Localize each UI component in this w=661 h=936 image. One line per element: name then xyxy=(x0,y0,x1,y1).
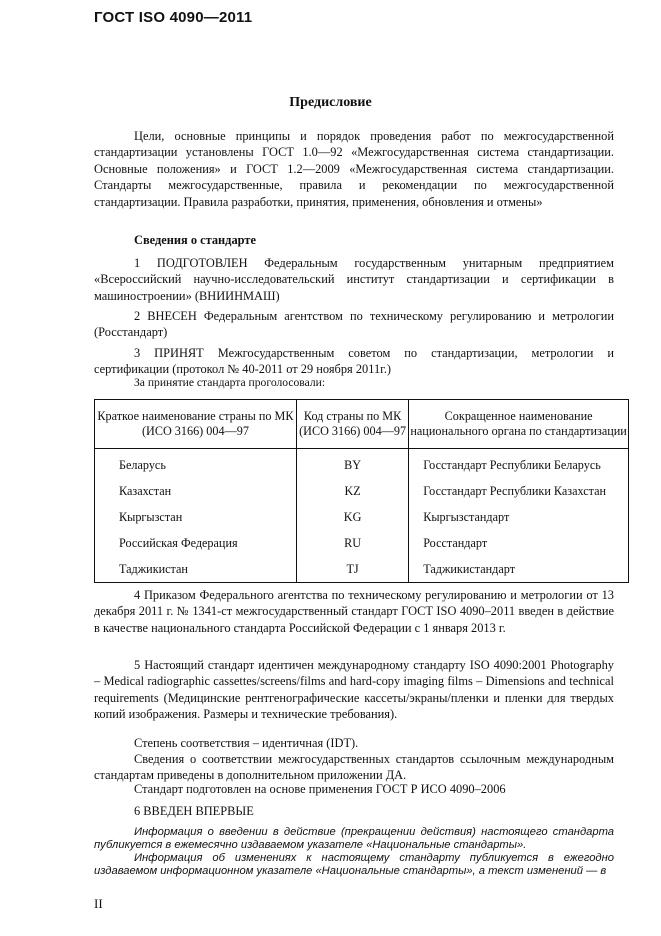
table-cell-country: Кыргызстан xyxy=(119,510,183,524)
table-cell-code: RU xyxy=(344,536,362,550)
table-cell-code: TJ xyxy=(346,562,359,576)
table-cell-body: Госстандарт Республики Беларусь xyxy=(423,458,601,472)
based-on-line: Стандарт подготовлен на основе применения ГОСТ Р ИСО 4090–2006 xyxy=(134,782,506,796)
item-prepared: 1 ПОДГОТОВЛЕН Федеральным государственным унитарным предприятием «Всероссийский научно-исследовательский институт стандартизации и сертификации в машиностроении» (ВНИИНМАШ) xyxy=(94,256,614,303)
page-title: Предисловие xyxy=(289,95,372,110)
table-header-code: Код страны по МК (ИСО 3166) 004—97 xyxy=(296,400,408,449)
table-cell-body: Росстандарт xyxy=(423,536,488,550)
table-cell-country: Беларусь xyxy=(119,458,166,472)
body-column xyxy=(409,449,629,583)
country-column xyxy=(95,449,297,583)
intro-paragraph: Цели, основные принципы и порядок проведения работ по межгосударственной стандартизации установлены ГОСТ 1.0—92 «Межгосударственная система стандартизации. Основные положения» и ГОСТ 1.2—2009 «Межгосударственная система стандартизации. Стандарты межгосударственные, правила и рекомендации по межгосударственной стандартизации. Правила разработки, принятия, применения, обновления и отмены» xyxy=(94,129,614,209)
countries-table xyxy=(94,399,629,583)
table-header-body: Сокращенное наименование национального органа по стандартизации xyxy=(409,400,629,449)
info-paragraph-2: Информация об изменениях к настоящему стандарту публикуется в ежегодно издаваемом информационном указателе «Национальные стандарты», а текст изменений — в xyxy=(94,852,614,877)
item-enacted: 4 Приказом Федерального агентства по техническому регулированию и метрологии от 13 декабря 2011 г. № 1341-ст межгосударственный стандарт ГОСТ ISO 4090–2011 введен в действие в качестве национального стандарта Российской Федерации с 1 января 2013 г. xyxy=(94,588,614,635)
table-header-country: Краткое наименование страны по МК (ИСО 3166) 004—97 xyxy=(95,400,297,449)
table-cell-body: Госстандарт Республики Казахстан xyxy=(423,484,607,498)
page-number: II xyxy=(94,896,103,911)
section-heading: Сведения о стандарте xyxy=(134,233,256,247)
table-cell-country: Российская Федерация xyxy=(119,536,238,550)
code-column xyxy=(296,449,408,583)
item-submitted: 2 ВНЕСЕН Федеральным агентством по техническому регулированию и метрологии (Росстандарт) xyxy=(94,309,614,340)
table-cell-body: Таджикистандарт xyxy=(423,562,516,576)
table-cell-code: KG xyxy=(343,510,362,524)
table-cell-code: KZ xyxy=(344,484,361,498)
vote-line: За принятие стандарта проголосовали: xyxy=(134,376,326,389)
table-cell-code: BY xyxy=(344,458,362,472)
table-cell-body: Кыргызстандарт xyxy=(423,510,510,524)
table-body-row xyxy=(95,449,629,583)
info-paragraph-1: Информация о введении в действие (прекращении действия) настоящего стандарта публикуется в ежемесячно издаваемом указателе «Национальные стандарты». xyxy=(94,826,614,851)
item-adopted: 3 ПРИНЯТ Межгосударственным советом по стандартизации, метрологии и сертификации (протокол № 40-2011 от 29 ноября 2011г.) xyxy=(94,346,614,377)
table-cell-country: Казахстан xyxy=(119,484,172,498)
table-header-row xyxy=(95,400,629,449)
item-introduced: 6 ВВЕДЕН ВПЕРВЫЕ xyxy=(134,804,254,818)
table-cell-country: Таджикистан xyxy=(119,562,188,576)
item-identical: 5 Настоящий стандарт идентичен международному стандарту ISO 4090:2001 Photography – Medical radiographic cassettes/screens/films and hard-copy imaging films – Dimensions and technical requirements (Медицинские рентгенографические кассеты/экраны/пленки и пленки для твердых копий изображения. Размеры и технические требования). xyxy=(94,658,614,722)
references-line: Сведения о соответствии межгосударственных стандартов ссылочным международным стандартам приведены в дополнительном приложении ДА. xyxy=(94,752,614,783)
conformity-line: Степень соответствия – идентичная (IDT). xyxy=(134,736,359,750)
document-header: ГОСТ ISO 4090—2011 xyxy=(94,9,253,26)
